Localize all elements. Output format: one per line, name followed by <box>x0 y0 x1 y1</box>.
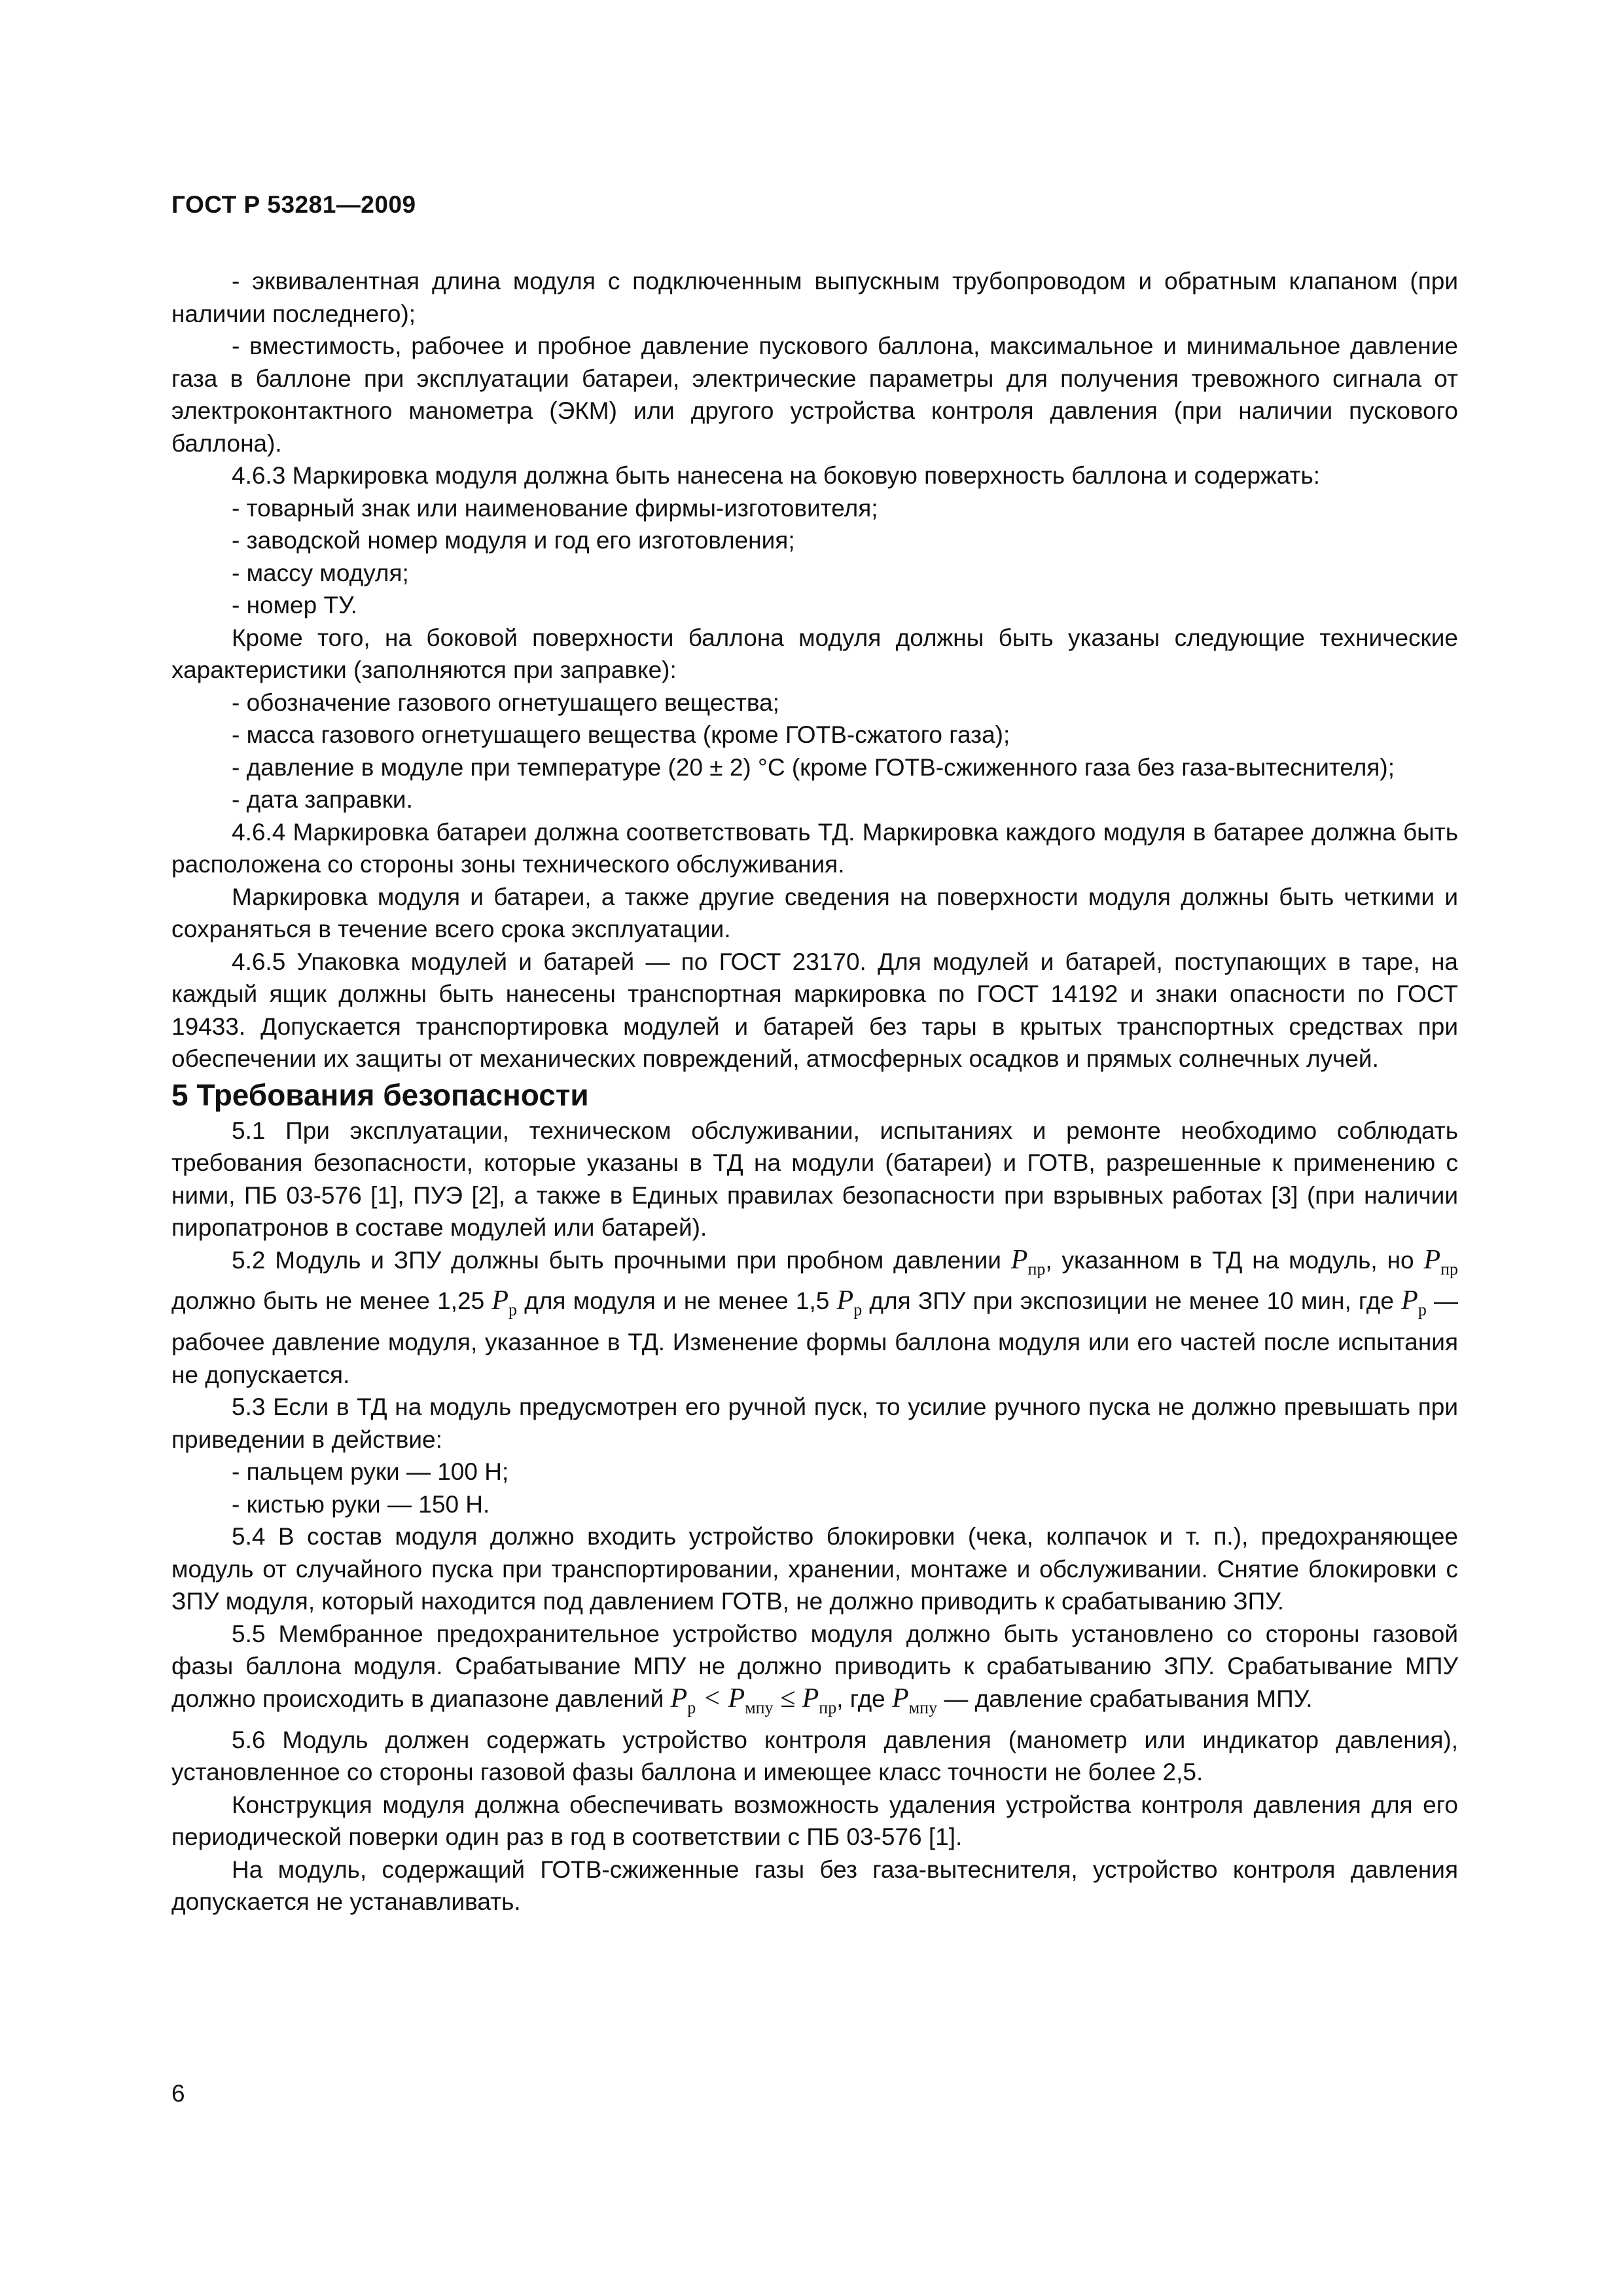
paragraph: Маркировка модуля и батареи, а также другие сведения на поверхности модуля должны быть четкими и сохраняться в течение всего срока эксплуатации. <box>171 883 1458 942</box>
paragraph: 5.6 Модуль должен содержать устройство контроля давления (манометр или индикатор давления), установленное со стороны газовой фазы баллона и имеющее класс точности не более 2,5. <box>171 1726 1458 1786</box>
list-item: - массу модуля; <box>232 559 409 586</box>
formula-p-mpu: $P_{мпу}$ <box>892 1683 938 1717</box>
list-item: - товарный знак или наименование фирмы-изготовителя; <box>232 494 878 522</box>
list-item: - масса газового огнетушащего вещества (кроме ГОТВ-сжатого газа); <box>232 721 1010 748</box>
paragraph: 5.1 При эксплуатации, техническом обслуживании, испытаниях и ремонте необходимо соблюдать требования безопасности, которые указаны в ТД на модули (батареи) и ГОТВ, разрешенные к применению с ними, ПБ 03-576 [1], ПУЭ [2], а также в Единых правилах безопасности при взрывных работах [3] (при наличии пиропатронов в составе модулей или батарей). <box>171 1117 1458 1241</box>
document-body <box>171 265 1458 1918</box>
paragraph-5-5: 5.5 Мембранное предохранительное устройство модуля должно быть установлено со стороны газовой фазы баллона модуля. Срабатывание МПУ не должно приводить к срабатыванию ЗПУ. Срабатывание МПУ должно происходить в диапазоне давлений $P_р < P_{мпу} \le P_{пр}$, где $P_{мпу}$ — давление срабатывания МПУ. <box>171 1620 1458 1717</box>
list-item: - давление в модуле при температуре (20 ± 2) °С (кроме ГОТВ-сжиженного газа без газа-вытеснителя); <box>232 753 1395 781</box>
paragraph: Кроме того, на боковой поверхности баллона модуля должны быть указаны следующие технические характеристики (заполняются при заправке): <box>171 624 1458 683</box>
list-item: - обозначение газового огнетушащего вещества; <box>232 689 779 716</box>
list-item: - кистью руки — 150 Н. <box>232 1490 490 1518</box>
list-item: - заводской номер модуля и год его изготовления; <box>232 527 795 554</box>
formula-p-r: $P_р$ <box>836 1285 863 1319</box>
document-header: ГОСТ Р 53281—2009 <box>171 191 416 218</box>
paragraph: 5.3 Если в ТД на модуль предусмотрен его ручной пуск, то усилие ручного пуска не должно превышать при приведении в действие: <box>171 1393 1458 1453</box>
section-title: 5 Требования безопасности <box>171 1077 589 1112</box>
formula-p-r: $P_р$ <box>1401 1285 1427 1319</box>
paragraph-5-2: 5.2 Модуль и ЗПУ должны быть прочными при пробном давлении $P_{пр}$, указанном в ТД на модуль, но $P_{пр}$ должно быть не менее 1,25 $P_р$ для модуля и не менее 1,5 $P_р$ для ЗПУ при экспозиции не менее 10 мин, где $P_р$ — рабочее давление модуля, указанное в ТД. Изменение формы баллона модуля или его частей после испытания не допускается. <box>171 1244 1459 1388</box>
formula-pressure-range: $P_р < P_{мпу} \le P_{пр}$ <box>670 1683 837 1717</box>
paragraph: На модуль, содержащий ГОТВ-сжиженные газы без газа-вытеснителя, устройство контроля давления допускается не устанавливать. <box>171 1856 1458 1916</box>
list-item: - номер ТУ. <box>232 592 357 619</box>
paragraph: - вместимость, рабочее и пробное давление пускового баллона, максимальное и минимальное давление газа в баллоне при эксплуатации батареи, электрические параметры для получения тревожного сигнала от электроконтактного манометра (ЭКМ) или другого устройства контроля давления (при наличии пускового баллона). <box>171 332 1458 457</box>
list-item: - пальцем руки — 100 Н; <box>232 1458 509 1486</box>
paragraph: - эквивалентная длина модуля с подключенным выпускным трубопроводом и обратным клапаном (при наличии последнего); <box>171 268 1458 327</box>
paragraph: Конструкция модуля должна обеспечивать возможность удаления устройства контроля давления для его периодической поверки один раз в год в соответствии с ПБ 03-576 [1]. <box>171 1791 1458 1851</box>
paragraph: 5.4 В состав модуля должно входить устройство блокировки (чека, колпачок и т. п.), предохраняющее модуль от случайного пуска при транспортировании, хранении, монтаже и обслуживании. Снятие блокировки с ЗПУ модуля, который находится под давлением ГОТВ, не должно приводить к срабатыванию ЗПУ. <box>171 1523 1458 1615</box>
paragraph: 4.6.3 Маркировка модуля должна быть нанесена на боковую поверхность баллона и содержать: <box>232 462 1321 489</box>
list-item: - дата заправки. <box>232 786 413 813</box>
page-number: 6 <box>171 2080 185 2107</box>
formula-p-pr: $P_{пр}$ <box>1010 1244 1046 1278</box>
formula-p-pr: $P_{пр}$ <box>1423 1244 1459 1278</box>
formula-p-r: $P_р$ <box>491 1285 518 1319</box>
paragraph: 4.6.4 Маркировка батареи должна соответствовать ТД. Маркировка каждого модуля в батарее должна быть расположена со стороны зоны технического обслуживания. <box>171 818 1458 878</box>
paragraph: 4.6.5 Упаковка модулей и батарей — по ГОСТ 23170. Для модулей и батарей, поступающих в таре, на каждый ящик должны быть нанесены транспортная маркировка по ГОСТ 14192 и знаки опасности по ГОСТ 19433. Допускается транспортировка модулей и батарей без тары в крытых транспортных средствах при обеспечении их защиты от механических повреждений, атмосферных осадков и прямых солнечных лучей. <box>171 948 1458 1072</box>
